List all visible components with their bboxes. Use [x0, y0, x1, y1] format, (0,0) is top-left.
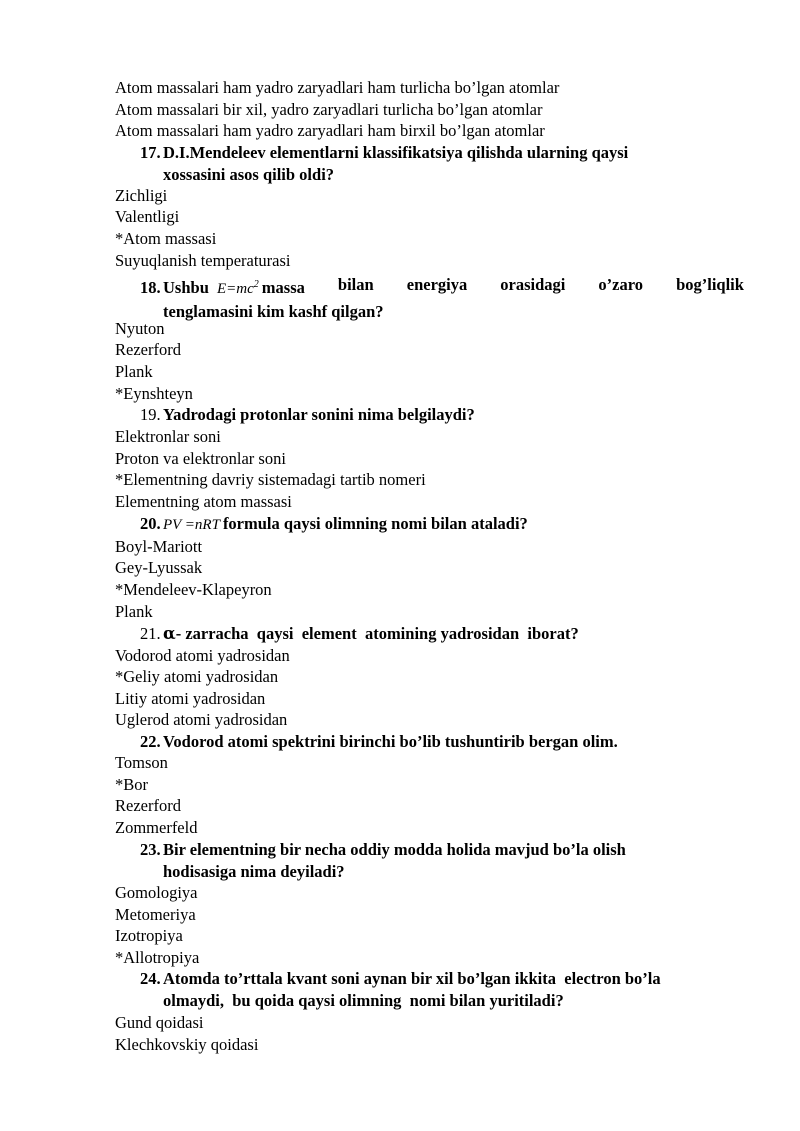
- question-number: 20.: [140, 514, 161, 533]
- alpha-symbol: α: [163, 624, 176, 643]
- question-text: - zarracha qaysi element atomining yadrosidan iborat?: [175, 624, 579, 643]
- question-word: massa: [261, 278, 305, 297]
- answer-option: *Mendeleev-Klapeyron: [115, 580, 272, 599]
- question-number: 21.: [140, 624, 161, 643]
- answer-option: Elektronlar soni: [115, 427, 221, 446]
- answer-option: *Eynshteyn: [115, 384, 193, 403]
- answer-option: Zommerfeld: [115, 818, 198, 837]
- question-word: bog’liqlik: [676, 275, 744, 294]
- answer-option: *Allotropiya: [115, 948, 200, 967]
- answer-option: Suyuqlanish temperaturasi: [115, 251, 291, 270]
- answer-option: Tomson: [115, 753, 168, 772]
- question-text-continued: hodisasiga nima deyiladi?: [163, 861, 345, 881]
- question-19: [140, 404, 744, 426]
- answer-option: Izotropiya: [115, 926, 183, 945]
- question-21: [140, 623, 744, 645]
- answer-option: Proton va elektronlar soni: [115, 449, 286, 468]
- question-word: o’zaro: [598, 275, 644, 294]
- question-text: formula qaysi olimning nomi bilan ataladi?: [222, 514, 528, 533]
- answer-option: Litiy atomi yadrosidan: [115, 689, 266, 708]
- answer-option: *Geliy atomi yadrosidan: [115, 667, 279, 686]
- answer-option: Valentligi: [115, 207, 180, 226]
- answer-option: Metomeriya: [115, 905, 196, 924]
- question-number: 24.: [140, 969, 161, 988]
- question-20: [140, 513, 744, 537]
- question-number: 23.: [140, 840, 161, 859]
- answer-option: Plank: [115, 362, 153, 381]
- question-18: [140, 274, 744, 322]
- answer-option: Gey-Lyussak: [115, 558, 203, 577]
- answer-option: Gomologiya: [115, 883, 198, 902]
- question-23: [140, 839, 744, 882]
- question-17: [140, 142, 744, 185]
- question-word: energiya: [406, 275, 468, 294]
- question-text-continued: tenglamasini kim kashf qilgan?: [163, 301, 384, 321]
- answer-option: Klechkovskiy qoidasi: [115, 1035, 259, 1054]
- answer-option: Gund qoidasi: [115, 1013, 204, 1032]
- answer-option: Zichligi: [115, 186, 168, 205]
- answer-option: Atom massalari ham yadro zaryadlari ham turlicha bo’lgan atomlar: [115, 78, 560, 97]
- question-text-continued: xossasini asos qilib oldi?: [163, 164, 335, 184]
- question-word: Ushbu: [163, 278, 209, 297]
- question-number: 17.: [140, 143, 161, 162]
- answer-option: Uglerod atomi yadrosidan: [115, 710, 288, 729]
- formula-pv-nrt: PV =nRT: [163, 517, 220, 533]
- question-number: 18.: [140, 278, 161, 297]
- question-text-continued: olmaydi, bu qoida qaysi olimning nomi bilan yuritiladi?: [163, 990, 564, 1010]
- question-22: [140, 731, 744, 753]
- answer-option: Rezerford: [115, 340, 181, 359]
- question-word: orasidagi: [500, 275, 566, 294]
- question-text: Vodorod atomi spektrini birinchi bo’lib tushuntirib bergan olim.: [163, 732, 618, 751]
- answer-option: *Atom massasi: [115, 229, 217, 248]
- answer-option: Boyl-Mariott: [115, 537, 203, 556]
- answer-option: Atom massalari ham yadro zaryadlari ham birxil bo’lgan atomlar: [115, 121, 545, 140]
- question-word: bilan: [337, 275, 374, 294]
- answer-option: *Elementning davriy sistemadagi tartib nomeri: [115, 470, 426, 489]
- question-24: [140, 968, 744, 1011]
- answer-option: Plank: [115, 602, 153, 621]
- answer-option: Nyuton: [115, 319, 165, 338]
- answer-option: *Bor: [115, 775, 148, 794]
- formula-emc2: $E=mc^2$: [217, 279, 259, 297]
- answer-option: Vodorod atomi yadrosidan: [115, 646, 290, 665]
- answer-option: Atom massalari bir xil, yadro zaryadlari turlicha bo’lgan atomlar: [115, 100, 543, 119]
- question-number: 19.: [140, 405, 161, 424]
- question-number: 22.: [140, 732, 161, 751]
- question-text: Yadrodagi protonlar sonini nima belgilaydi?: [163, 405, 475, 424]
- question-text: Bir elementning bir necha oddiy modda holida mavjud bo’la olish: [163, 840, 626, 859]
- question-text: D.I.Mendeleev elementlarni klassifikatsiya qilishda ularning qaysi: [163, 143, 629, 162]
- answer-option: Rezerford: [115, 796, 181, 815]
- question-text: Atomda to’rttala kvant soni aynan bir xil bo’lgan ikkita electron bo’la: [163, 969, 661, 988]
- answer-option: Elementning atom massasi: [115, 492, 292, 511]
